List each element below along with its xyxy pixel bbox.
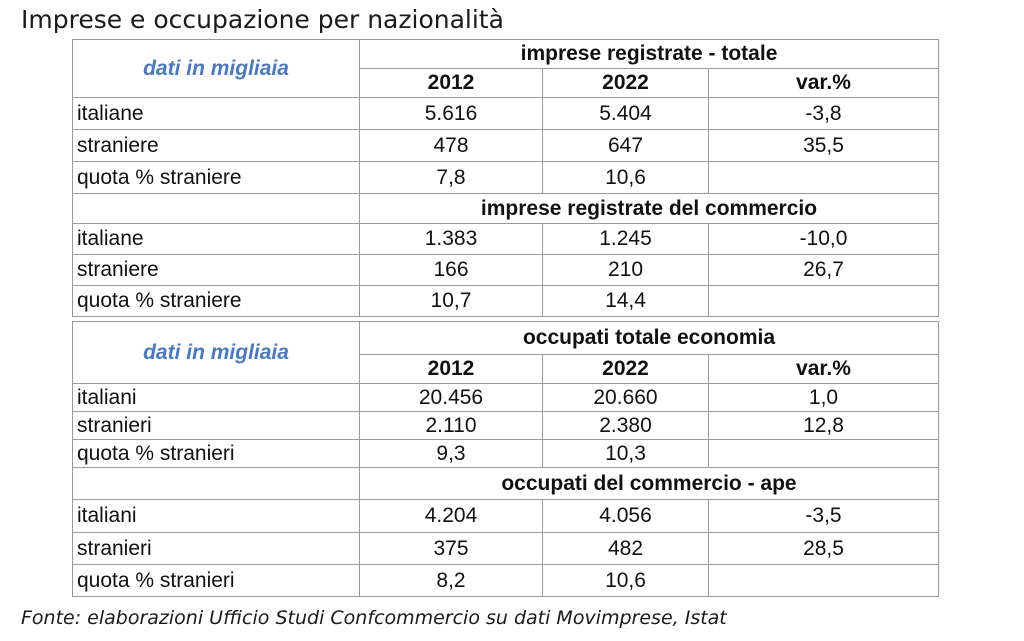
blank-cell [73, 194, 360, 224]
units-label: dati in migliaia [73, 40, 360, 98]
column-header-var: var.% [709, 355, 939, 384]
table-row [73, 162, 939, 194]
cell-var: 28,5 [709, 533, 939, 565]
cell-2022: 2.380 [543, 412, 709, 440]
cell-var [709, 286, 939, 317]
table-row [73, 412, 939, 440]
cell-var [709, 440, 939, 468]
cell-2012: 166 [360, 255, 543, 286]
cell-2012: 9,3 [360, 440, 543, 468]
column-header-2022: 2022 [543, 69, 709, 98]
cell-2022: 482 [543, 533, 709, 565]
cell-2012: 20.456 [360, 384, 543, 412]
cell-2022: 5.404 [543, 98, 709, 130]
cell-var: -3,5 [709, 500, 939, 533]
table-row [73, 565, 939, 597]
row-label: quota % straniere [73, 162, 360, 194]
page-title: Imprese e occupazione per nazionalità [21, 5, 504, 34]
units-label: dati in migliaia [73, 322, 360, 384]
source-note: Fonte: elaborazioni Ufficio Studi Confcommercio su dati Movimprese, Istat [21, 607, 727, 629]
table-row [73, 500, 939, 533]
blank-cell [73, 468, 360, 500]
row-label: quota % stranieri [73, 565, 360, 597]
row-label: straniere [73, 130, 360, 162]
table-row [73, 440, 939, 468]
cell-2022: 14,4 [543, 286, 709, 317]
section-heading: imprese registrate del commercio [360, 194, 939, 224]
cell-var: 12,8 [709, 412, 939, 440]
cell-2012: 8,2 [360, 565, 543, 597]
cell-2022: 4.056 [543, 500, 709, 533]
section-heading: imprese registrate - totale [360, 40, 939, 69]
imprese-table [72, 39, 939, 317]
column-header-2022: 2022 [543, 355, 709, 384]
cell-var: 1,0 [709, 384, 939, 412]
cell-2022: 10,3 [543, 440, 709, 468]
column-header-var: var.% [709, 69, 939, 98]
row-label: italiani [73, 500, 360, 533]
occupati-table [72, 321, 939, 597]
cell-2012: 4.204 [360, 500, 543, 533]
row-label: stranieri [73, 412, 360, 440]
row-label: quota % stranieri [73, 440, 360, 468]
table-row [73, 224, 939, 255]
cell-var: -10,0 [709, 224, 939, 255]
row-label: italiani [73, 384, 360, 412]
section-heading: occupati totale economia [360, 322, 939, 355]
cell-2022: 20.660 [543, 384, 709, 412]
cell-var [709, 162, 939, 194]
cell-2012: 375 [360, 533, 543, 565]
table-row [73, 255, 939, 286]
table-row [73, 286, 939, 317]
cell-2012: 2.110 [360, 412, 543, 440]
cell-2012: 10,7 [360, 286, 543, 317]
cell-2012: 7,8 [360, 162, 543, 194]
table-row [73, 98, 939, 130]
cell-2022: 647 [543, 130, 709, 162]
table-row [73, 384, 939, 412]
cell-var: 35,5 [709, 130, 939, 162]
cell-2022: 1.245 [543, 224, 709, 255]
cell-var: 26,7 [709, 255, 939, 286]
column-header-2012: 2012 [360, 355, 543, 384]
cell-2012: 1.383 [360, 224, 543, 255]
cell-var: -3,8 [709, 98, 939, 130]
cell-2012: 478 [360, 130, 543, 162]
column-header-2012: 2012 [360, 69, 543, 98]
section-heading: occupati del commercio - ape [360, 468, 939, 500]
row-label: italiane [73, 224, 360, 255]
table-row [73, 130, 939, 162]
cell-2022: 210 [543, 255, 709, 286]
row-label: italiane [73, 98, 360, 130]
cell-2012: 5.616 [360, 98, 543, 130]
cell-var [709, 565, 939, 597]
table-row [73, 533, 939, 565]
row-label: quota % straniere [73, 286, 360, 317]
cell-2022: 10,6 [543, 565, 709, 597]
cell-2022: 10,6 [543, 162, 709, 194]
row-label: stranieri [73, 533, 360, 565]
row-label: straniere [73, 255, 360, 286]
